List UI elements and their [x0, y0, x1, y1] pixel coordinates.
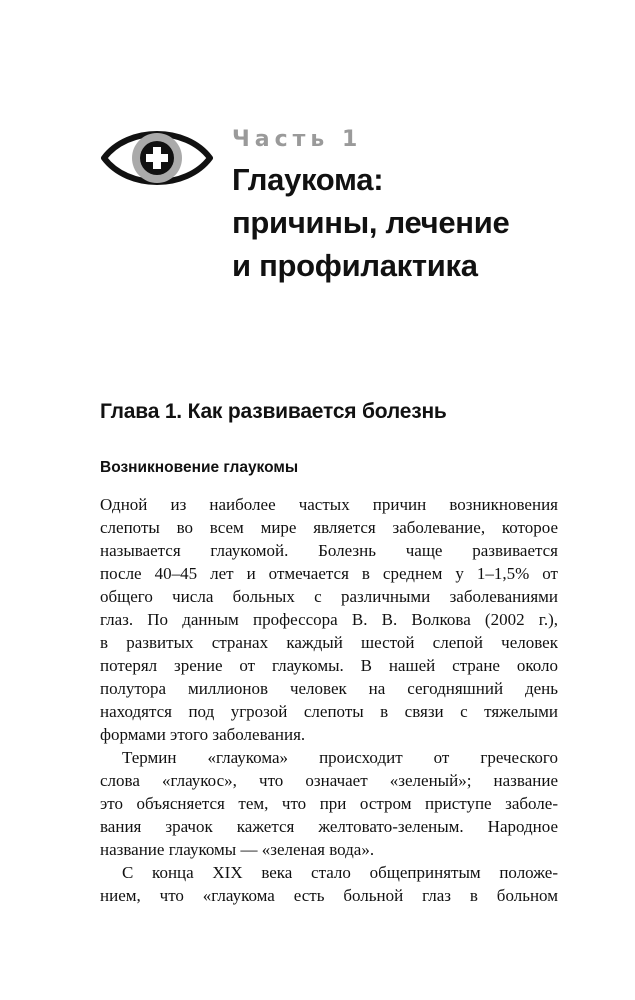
text-line: полутора миллионов человек на сегодняшний день [100, 679, 558, 698]
text-line: Одной из наиболее частых причин возникновения [100, 495, 558, 514]
text-line: С конца XIX века стало общепринятым положе- [122, 863, 558, 882]
paragraph [100, 746, 558, 861]
part-title-line: и профилактика [232, 248, 478, 283]
text-line: слепоты во всем мире является заболевание, которое [100, 518, 558, 537]
part-label: Часть 1 [232, 127, 363, 152]
text-line: после 40–45 лет и отмечается в среднем у 1–1,5% от [100, 564, 558, 583]
paragraph [100, 493, 558, 746]
part-header [100, 120, 580, 300]
text-line: название глаукомы — «зеленая вода». [100, 840, 375, 859]
text-line: в развитых странах каждый шестой слепой человек [100, 633, 558, 652]
text-line: это объясняется тем, что при остром приступе заболе- [100, 794, 558, 813]
part-title [232, 158, 509, 287]
text-line: нием, что «глаукома есть больной глаз в больном [100, 886, 558, 905]
body-text [100, 493, 558, 907]
paragraph [100, 861, 558, 907]
text-line: называется глаукомой. Болезнь чаще развивается [100, 541, 558, 560]
chapter-title: Глава 1. Как развивается болезнь [100, 400, 447, 423]
text-line: общего числа больных с различными заболеваниями [100, 587, 558, 606]
eye-with-cross-icon [100, 120, 214, 196]
part-title-line: причины, лечение [232, 205, 510, 240]
text-line: слова «глаукос», что означает «зеленый»; название [100, 771, 558, 790]
text-line: Термин «глаукома» происходит от греческого [122, 748, 558, 767]
text-line: вания зрачок кажется желтовато-зеленым. Народное [100, 817, 558, 836]
text-line: потерял зрение от глаукомы. В нашей стране около [100, 656, 558, 675]
text-line: глаз. По данным профессора В. В. Волкова (2002 г.), [100, 610, 558, 629]
part-title-line: Глаукома: [232, 162, 384, 197]
text-line: формами этого заболевания. [100, 725, 306, 744]
text-line: находятся под угрозой слепоты в связи с тяжелыми [100, 702, 558, 721]
part-text [232, 120, 509, 287]
section-title: Возникновение глаукомы [100, 459, 299, 476]
